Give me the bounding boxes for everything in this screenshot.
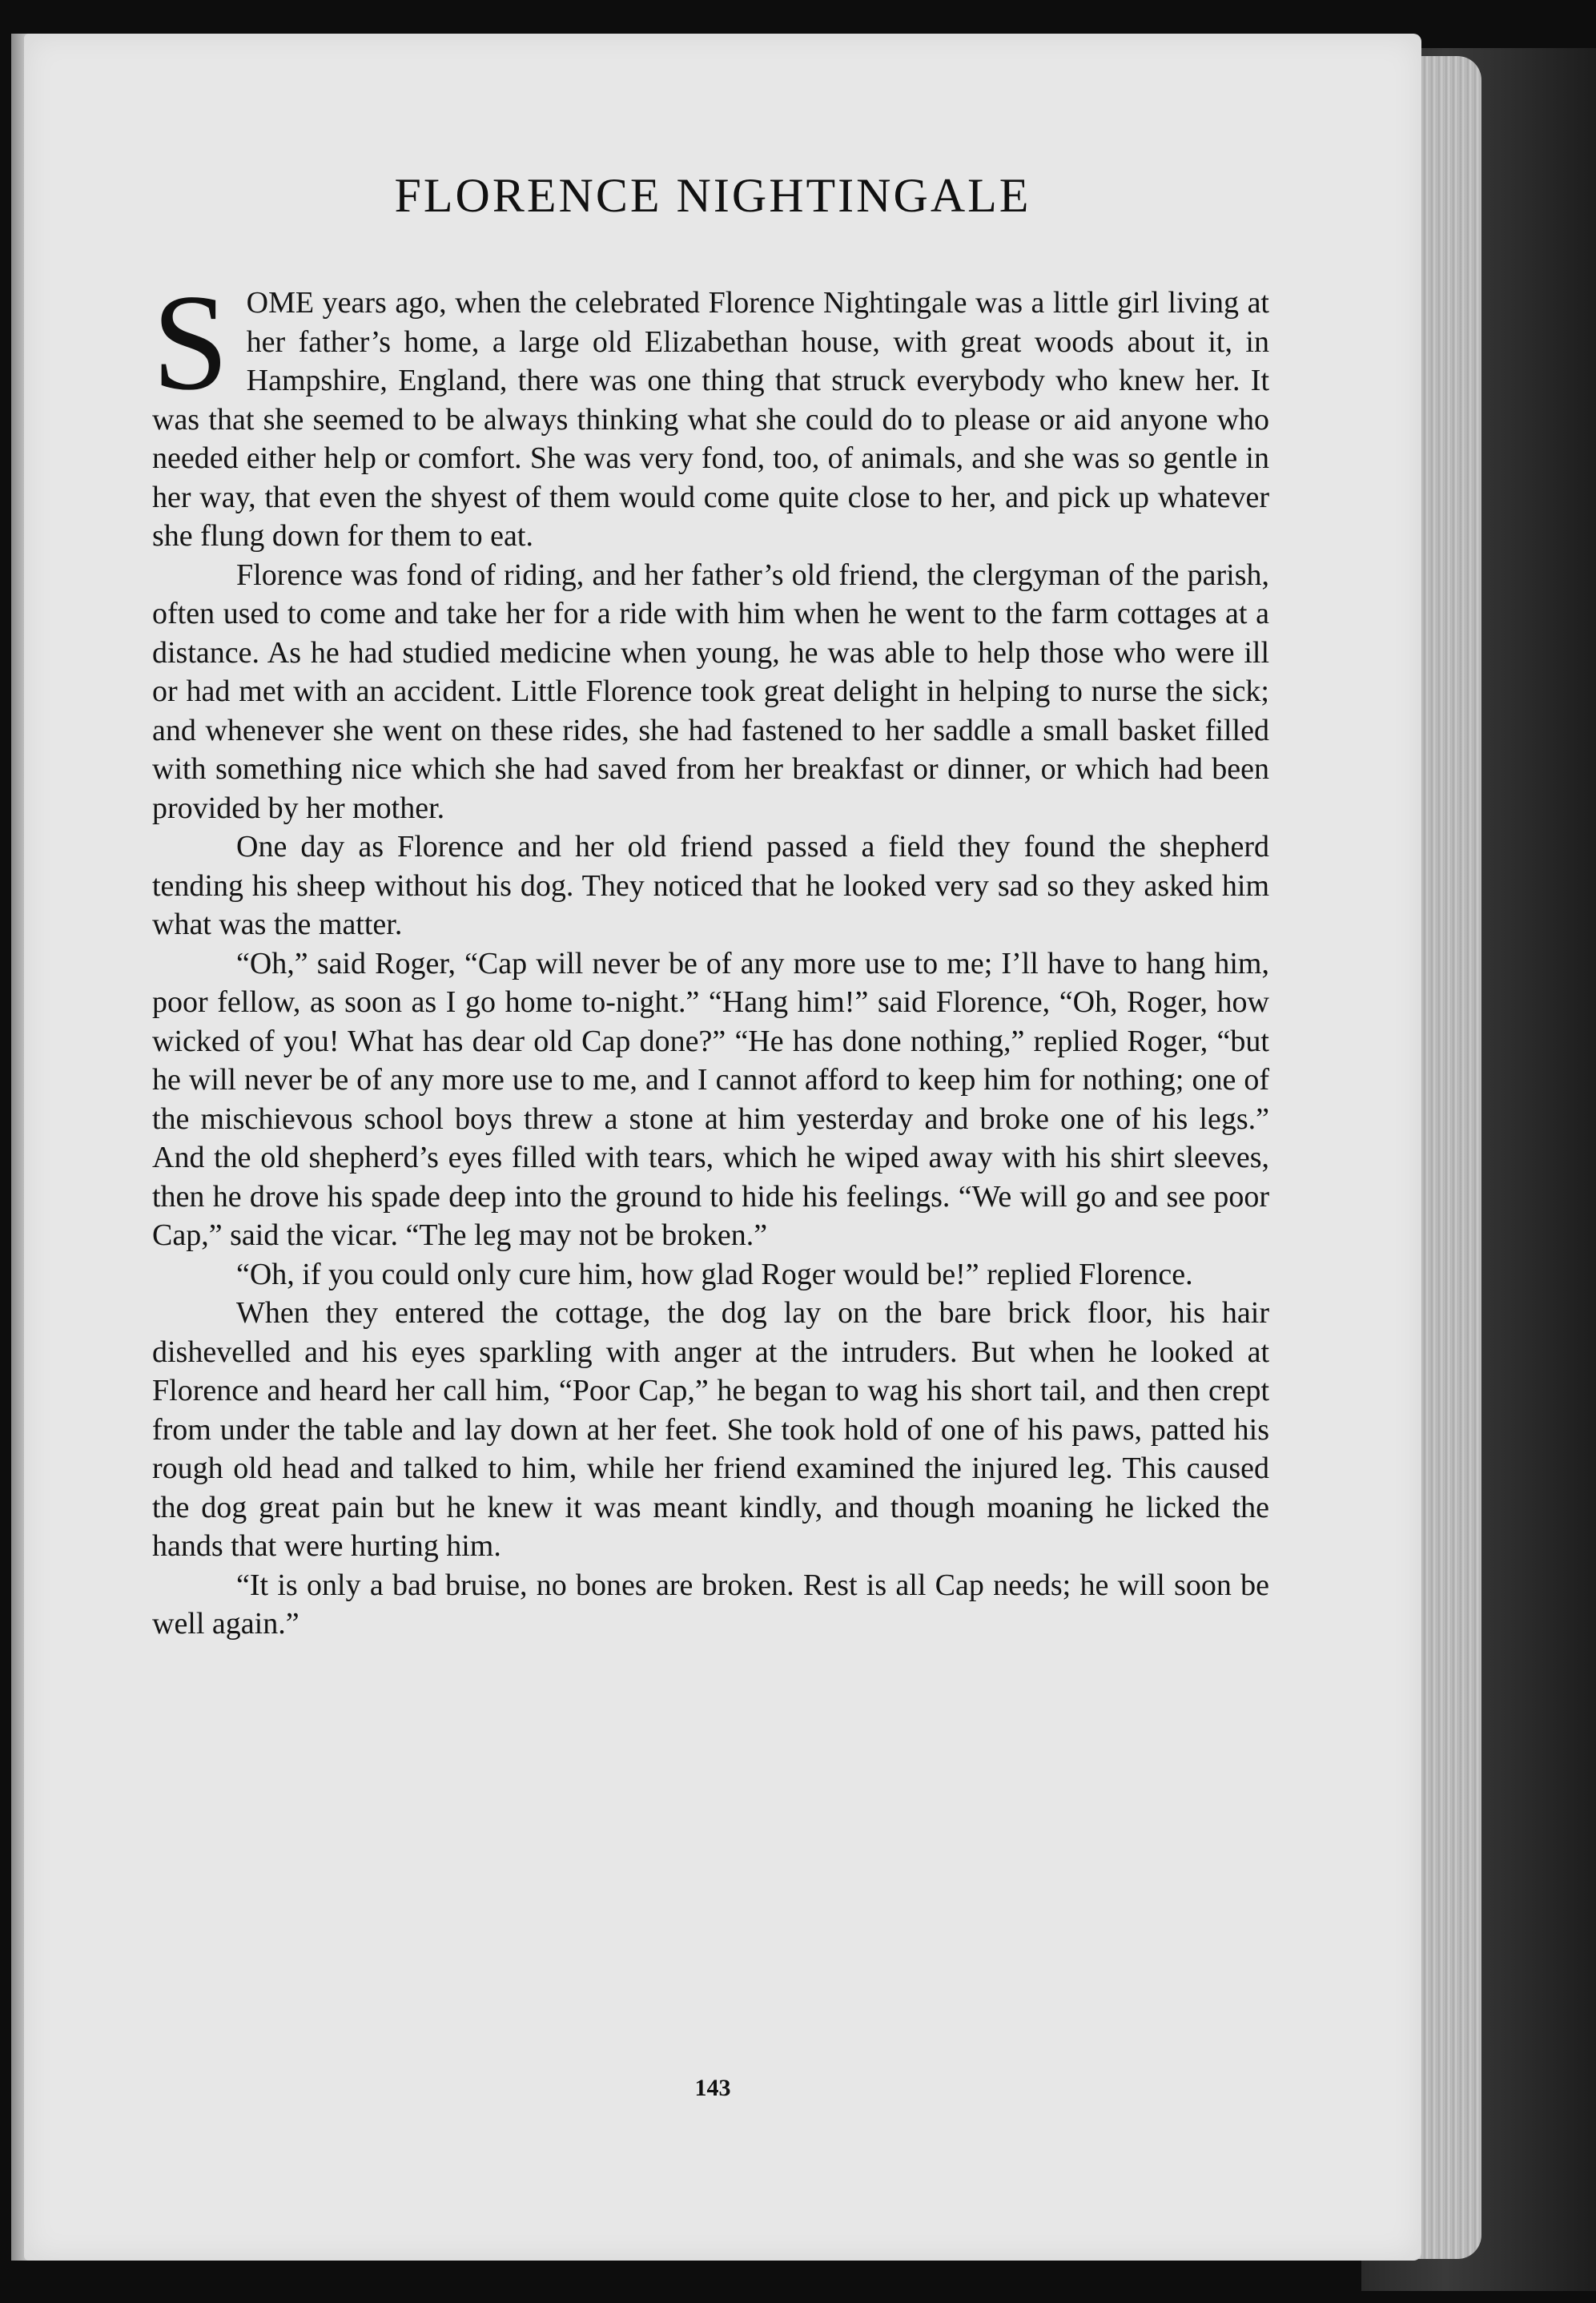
paragraph-6: When they entered the cottage, the dog lay on the bare brick floor, his hair dishevelled and his eyes sparkling with anger at the intruders. But when he looked at Florence and heard her call him, “Poor Cap,” he began to wag his short tail, and then crept from under the table and lay down at her feet. She took hold of one of his paws, patted his rough old head and talked to him, while her friend examined the injured leg. This caused the dog great pain but he knew it was meant kindly, and though moaning he licked the hands that were hurting him. — [152, 1296, 1269, 1563]
paragraph-2: Florence was fond of riding, and her father’s old friend, the clergyman of the parish, often used to come and take her for a ride with him when he went to the farm cottages at a distance. As he had studied medicine when young, he was able to help those who were ill or had met with an accident. Little Florence took great delight in helping to nurse the sick; and whenever she went on these rides, she had fastened to her saddle a small basket filled with something nice which she had saved from her breakfast or dinner, or which had been provided by her mother. — [152, 558, 1269, 825]
paragraph-5: “Oh, if you could only cure him, how glad Roger would be!” replied Florence. — [236, 1257, 1193, 1291]
paragraph-1 — [152, 267, 1269, 556]
page-title: FLORENCE NIGHTINGALE — [394, 169, 1031, 222]
body-text — [152, 267, 1269, 1644]
paragraph-3: One day as Florence and her old friend passed a field they found the shepherd tending his sheep without his dog. They noticed that he looked very sad so they asked him what was the matter. — [152, 830, 1269, 941]
page-number: 143 — [694, 2075, 731, 2101]
paragraph-7: “It is only a bad bruise, no bones are broken. Rest is all Cap needs; he will soon be well again.” — [152, 1568, 1269, 1641]
book-page — [24, 34, 1421, 2261]
paragraph-4: “Oh,” said Roger, “Cap will never be of any more use to me; I’ll have to hang him, poor fellow, as soon as I go home to-night.” “Hang him!” said Florence, “Oh, Roger, how wicked of you! What has dear old Cap done?” “He has done nothing,” replied Roger, “but he will never be of any more use to me, and I cannot afford to keep him for nothing; one of the mischievous school boys threw a stone at him yesterday and broke one of his legs.” And the old shepherd’s eyes filled with tears, which he wiped away with his shirt sleeves, then he drove his spade deep into the ground to hide his feelings. “We will go and see poor Cap,” said the vicar. “The leg may not be broken.” — [152, 946, 1269, 1252]
paragraph-1-text: OME years ago, when the celebrated Florence Nightingale was a little girl living at her father’s home, a large old Elizabethan house, with great woods about it, in Hampshire, England, there was one thing that struck everybody who knew her. It was that she seemed to be always thinking what she could do to please or aid anyone who needed either help or comfort. She was very fond, too, of animals, and she was so gentle in her way, that even the shyest of them would come quite close to her, and pick up whatever she flung down for them to eat. — [152, 286, 1269, 553]
drop-cap: S — [152, 267, 229, 419]
